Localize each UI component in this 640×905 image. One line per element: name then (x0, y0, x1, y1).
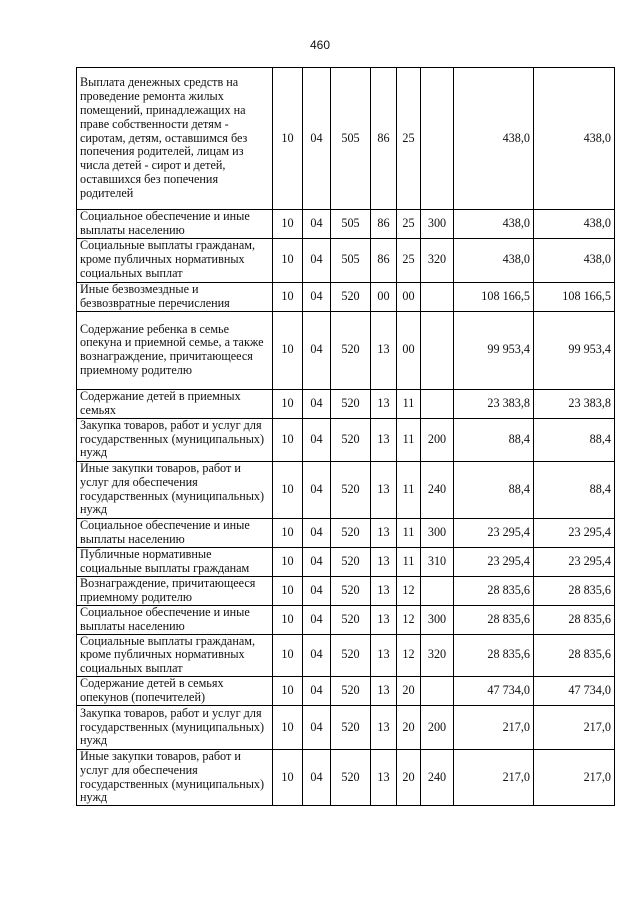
table-row (77, 547, 615, 576)
amount-1: 28 835,6 (454, 576, 534, 605)
subsection-code: 04 (303, 676, 331, 705)
article-subcode-a: 13 (371, 605, 397, 634)
subsection-code: 04 (303, 210, 331, 239)
article-subcode-b: 11 (397, 389, 421, 418)
article-code: 520 (331, 605, 371, 634)
article-code: 520 (331, 311, 371, 389)
row-name: Содержание ребенка в семье опекуна и приемной семье, а также вознаграждение, причитающееся приемному родителю (77, 311, 273, 389)
table-row (77, 210, 615, 239)
table-row (77, 68, 615, 210)
section-code: 10 (273, 311, 303, 389)
article-subcode-a: 13 (371, 389, 397, 418)
subsection-code: 04 (303, 68, 331, 210)
section-code: 10 (273, 68, 303, 210)
amount-1: 438,0 (454, 238, 534, 282)
amount-2: 88,4 (534, 461, 615, 518)
amount-2: 108 166,5 (534, 282, 615, 311)
subsection-code: 04 (303, 705, 331, 749)
article-code: 520 (331, 749, 371, 805)
amount-2: 23 383,8 (534, 389, 615, 418)
subsection-code: 04 (303, 418, 331, 461)
amount-2: 23 295,4 (534, 547, 615, 576)
article-subcode-a: 00 (371, 282, 397, 311)
section-code: 10 (273, 547, 303, 576)
article-subcode-a: 86 (371, 238, 397, 282)
article-subcode-a: 13 (371, 749, 397, 805)
expense-type-code (421, 389, 454, 418)
row-name: Выплата денежных средств на проведение ремонта жилых помещений, принадлежащих на праве собственности детям - сиротам, детям, оставшимся без попечения родителей, лицам из числа детей - сирот и детей, оставшихся без попечения родителей (77, 68, 273, 210)
subsection-code: 04 (303, 461, 331, 518)
table-row (77, 676, 615, 705)
article-subcode-b: 12 (397, 576, 421, 605)
expense-type-code: 300 (421, 210, 454, 239)
article-code: 520 (331, 705, 371, 749)
row-name: Содержание детей в приемных семьях (77, 389, 273, 418)
row-name: Публичные нормативные социальные выплаты гражданам (77, 547, 273, 576)
amount-1: 23 295,4 (454, 518, 534, 547)
article-subcode-a: 13 (371, 676, 397, 705)
article-subcode-b: 25 (397, 210, 421, 239)
subsection-code: 04 (303, 634, 331, 676)
section-code: 10 (273, 634, 303, 676)
table-row (77, 311, 615, 389)
subsection-code: 04 (303, 547, 331, 576)
section-code: 10 (273, 705, 303, 749)
row-name: Социальное обеспечение и иные выплаты населению (77, 210, 273, 239)
expense-type-code (421, 311, 454, 389)
budget-table (76, 67, 615, 806)
article-subcode-a: 13 (371, 311, 397, 389)
section-code: 10 (273, 576, 303, 605)
article-code: 520 (331, 547, 371, 576)
article-subcode-a: 86 (371, 210, 397, 239)
expense-type-code: 200 (421, 418, 454, 461)
subsection-code: 04 (303, 576, 331, 605)
expense-type-code: 310 (421, 547, 454, 576)
amount-1: 28 835,6 (454, 605, 534, 634)
section-code: 10 (273, 518, 303, 547)
amount-1: 108 166,5 (454, 282, 534, 311)
article-subcode-b: 12 (397, 634, 421, 676)
amount-2: 28 835,6 (534, 605, 615, 634)
article-code: 505 (331, 238, 371, 282)
row-name: Вознаграждение, причитающееся приемному родителю (77, 576, 273, 605)
row-name: Иные закупки товаров, работ и услуг для обеспечения государственных (муниципальных) нужд (77, 749, 273, 805)
table-row (77, 461, 615, 518)
amount-2: 28 835,6 (534, 634, 615, 676)
row-name: Социальное обеспечение и иные выплаты населению (77, 518, 273, 547)
article-subcode-b: 11 (397, 418, 421, 461)
article-code: 505 (331, 210, 371, 239)
article-subcode-a: 13 (371, 576, 397, 605)
amount-1: 438,0 (454, 68, 534, 210)
subsection-code: 04 (303, 518, 331, 547)
amount-1: 23 295,4 (454, 547, 534, 576)
expense-type-code (421, 576, 454, 605)
subsection-code: 04 (303, 311, 331, 389)
article-subcode-a: 13 (371, 461, 397, 518)
article-subcode-b: 00 (397, 282, 421, 311)
article-subcode-a: 13 (371, 634, 397, 676)
section-code: 10 (273, 389, 303, 418)
section-code: 10 (273, 676, 303, 705)
table-row (77, 518, 615, 547)
article-subcode-b: 11 (397, 518, 421, 547)
article-subcode-b: 11 (397, 461, 421, 518)
table-row (77, 576, 615, 605)
section-code: 10 (273, 418, 303, 461)
expense-type-code: 320 (421, 634, 454, 676)
section-code: 10 (273, 282, 303, 311)
amount-1: 217,0 (454, 749, 534, 805)
section-code: 10 (273, 238, 303, 282)
article-code: 520 (331, 461, 371, 518)
amount-1: 28 835,6 (454, 634, 534, 676)
table-row (77, 418, 615, 461)
subsection-code: 04 (303, 389, 331, 418)
article-subcode-b: 20 (397, 749, 421, 805)
expense-type-code (421, 282, 454, 311)
article-subcode-a: 13 (371, 418, 397, 461)
table-row (77, 238, 615, 282)
table-row (77, 634, 615, 676)
article-code: 520 (331, 676, 371, 705)
amount-2: 217,0 (534, 749, 615, 805)
article-subcode-a: 13 (371, 705, 397, 749)
expense-type-code (421, 676, 454, 705)
row-name: Иные безвозмездные и безвозвратные перечисления (77, 282, 273, 311)
article-subcode-b: 25 (397, 68, 421, 210)
row-name: Закупка товаров, работ и услуг для государственных (муниципальных) нужд (77, 418, 273, 461)
table-row (77, 282, 615, 311)
expense-type-code: 300 (421, 518, 454, 547)
amount-2: 47 734,0 (534, 676, 615, 705)
amount-2: 28 835,6 (534, 576, 615, 605)
table-row (77, 705, 615, 749)
amount-2: 217,0 (534, 705, 615, 749)
section-code: 10 (273, 210, 303, 239)
row-name: Содержание детей в семьях опекунов (попечителей) (77, 676, 273, 705)
amount-1: 88,4 (454, 418, 534, 461)
expense-type-code: 300 (421, 605, 454, 634)
amount-2: 99 953,4 (534, 311, 615, 389)
subsection-code: 04 (303, 749, 331, 805)
article-subcode-a: 13 (371, 547, 397, 576)
amount-2: 438,0 (534, 238, 615, 282)
section-code: 10 (273, 605, 303, 634)
amount-2: 438,0 (534, 210, 615, 239)
article-code: 520 (331, 418, 371, 461)
article-subcode-a: 13 (371, 518, 397, 547)
article-subcode-b: 25 (397, 238, 421, 282)
article-code: 520 (331, 576, 371, 605)
expense-type-code (421, 68, 454, 210)
amount-1: 23 383,8 (454, 389, 534, 418)
subsection-code: 04 (303, 238, 331, 282)
article-subcode-b: 00 (397, 311, 421, 389)
article-subcode-b: 12 (397, 605, 421, 634)
table-row (77, 389, 615, 418)
expense-type-code: 240 (421, 461, 454, 518)
page-number: 460 (309, 38, 331, 52)
article-subcode-b: 11 (397, 547, 421, 576)
subsection-code: 04 (303, 282, 331, 311)
row-name: Социальные выплаты гражданам, кроме публичных нормативных социальных выплат (77, 634, 273, 676)
amount-1: 88,4 (454, 461, 534, 518)
article-code: 505 (331, 68, 371, 210)
amount-2: 88,4 (534, 418, 615, 461)
article-code: 520 (331, 389, 371, 418)
section-code: 10 (273, 749, 303, 805)
expense-type-code: 320 (421, 238, 454, 282)
table-row (77, 749, 615, 805)
subsection-code: 04 (303, 605, 331, 634)
amount-2: 23 295,4 (534, 518, 615, 547)
amount-2: 438,0 (534, 68, 615, 210)
article-code: 520 (331, 518, 371, 547)
row-name: Социальные выплаты гражданам, кроме публичных нормативных социальных выплат (77, 238, 273, 282)
expense-type-code: 240 (421, 749, 454, 805)
section-code: 10 (273, 461, 303, 518)
amount-1: 438,0 (454, 210, 534, 239)
article-subcode-a: 86 (371, 68, 397, 210)
article-subcode-b: 20 (397, 676, 421, 705)
amount-1: 217,0 (454, 705, 534, 749)
article-code: 520 (331, 282, 371, 311)
amount-1: 47 734,0 (454, 676, 534, 705)
article-code: 520 (331, 634, 371, 676)
row-name: Социальное обеспечение и иные выплаты населению (77, 605, 273, 634)
article-subcode-b: 20 (397, 705, 421, 749)
table-row (77, 605, 615, 634)
row-name: Закупка товаров, работ и услуг для государственных (муниципальных) нужд (77, 705, 273, 749)
amount-1: 99 953,4 (454, 311, 534, 389)
row-name: Иные закупки товаров, работ и услуг для обеспечения государственных (муниципальных) нужд (77, 461, 273, 518)
expense-type-code: 200 (421, 705, 454, 749)
